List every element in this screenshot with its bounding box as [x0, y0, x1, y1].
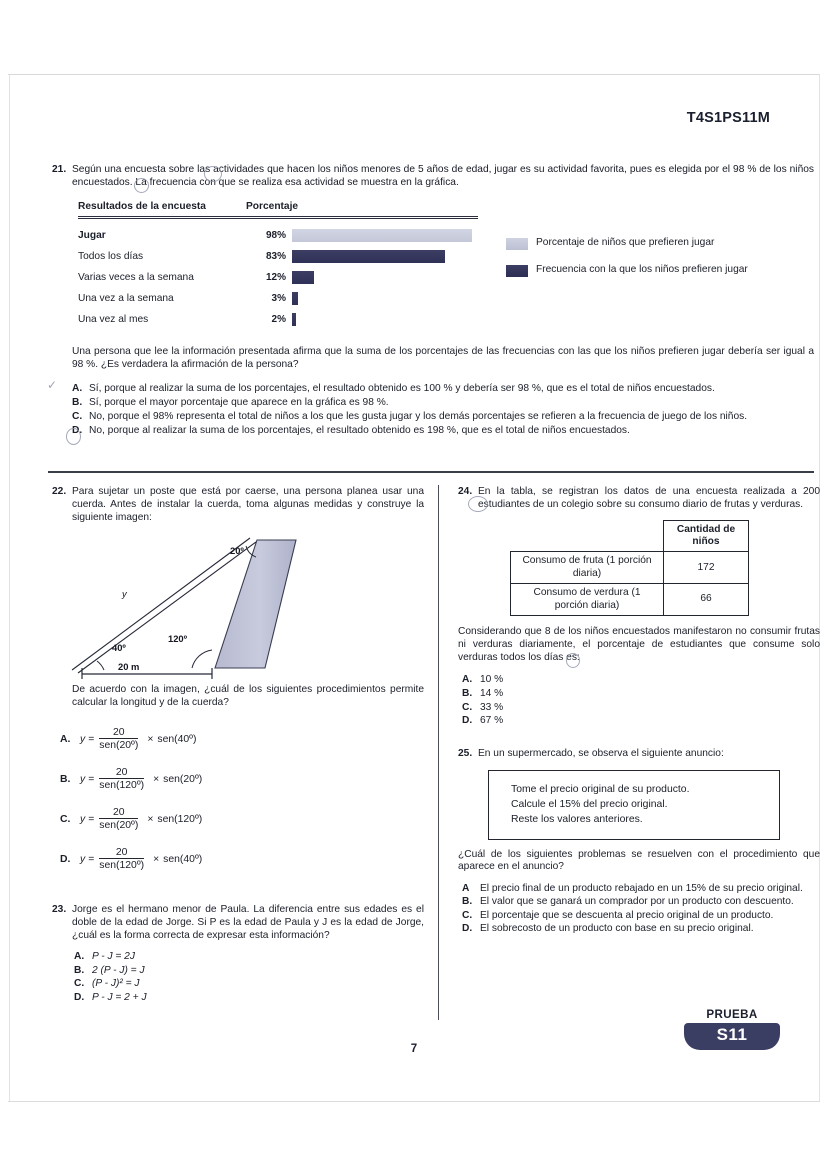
option-variable: y	[80, 853, 86, 865]
ad-line-3: Reste los valores anteriores.	[511, 813, 643, 825]
question-21	[52, 164, 814, 189]
option-d[interactable]	[72, 991, 424, 1004]
handwritten-mark-200	[468, 496, 488, 512]
legend-item-porcentaje	[506, 237, 781, 250]
scan-edge-top	[8, 74, 820, 75]
option-letter: A.	[72, 383, 83, 394]
bar-track	[292, 313, 478, 326]
fraction-denominator: sen(120º)	[99, 780, 145, 792]
option-text: El sobrecosto de un producto con base en su precio original.	[480, 922, 754, 934]
chart-row	[78, 225, 478, 246]
option-c[interactable]	[72, 977, 424, 990]
bar-value: 83%	[265, 251, 286, 263]
fraction-numerator: 20	[113, 727, 125, 739]
option-text: 2 (P - J) = J	[92, 964, 145, 976]
option-factor: sen(20º)	[163, 773, 203, 785]
question-24-options	[458, 673, 820, 727]
bar-track	[292, 229, 478, 242]
question-22-options	[52, 720, 424, 880]
right-column	[458, 486, 820, 935]
row-label-fruta: Consumo de fruta (1 porción diaria)	[511, 552, 664, 584]
option-letter: C.	[462, 701, 473, 713]
option-text: Sí, porque al realizar la suma de los porcentajes, el resultado obtenido es 100 % y debería ser 98 %, que es el total de niños encuestados.	[89, 383, 715, 394]
question-21-number: 21.	[52, 164, 67, 175]
option-letter: B.	[462, 688, 473, 700]
consumption-table	[510, 520, 749, 616]
bar-varias-veces	[292, 271, 314, 284]
table-row	[511, 584, 749, 616]
survey-chart	[78, 201, 778, 336]
fraction-numerator: 20	[115, 767, 128, 779]
question-22-text: Para sujetar un poste que está por caerse, una persona planea usar una cuerda. Antes de instalar la cuerda, toma algunas medidas y construye la siguiente imagen:	[72, 486, 424, 523]
option-fraction	[99, 767, 144, 792]
legend-item-frecuencia	[506, 264, 781, 277]
option-text: P - J = 2 + J	[92, 991, 147, 1003]
option-factor: sen(40º)	[157, 733, 197, 745]
option-b[interactable]	[52, 760, 424, 800]
option-letter: B.	[74, 964, 85, 976]
question-24	[458, 486, 820, 728]
chart-table	[78, 201, 478, 330]
chart-rows	[78, 225, 478, 330]
option-d[interactable]	[52, 840, 424, 880]
option-variable: y	[80, 813, 86, 825]
option-letter: C.	[74, 978, 85, 990]
question-23-text: Jorge es el hermano menor de Paula. La diferencia entre sus edades es el doble de la edad de Jorge. Si P es la edad de Paula y J es la edad de Jorge, ¿cuál es la forma correcta de expresar esta información?	[72, 903, 424, 941]
fraction-numerator: 20	[113, 807, 125, 819]
question-24-number: 24.	[458, 486, 473, 497]
option-fraction	[99, 807, 138, 832]
handwritten-mark-8	[566, 653, 580, 668]
bar-todos-los-dias	[292, 250, 445, 263]
ad-line-1: Tome el precio original de su producto.	[511, 783, 690, 795]
option-equals: =	[88, 853, 95, 865]
option-text: 33 %	[480, 701, 504, 713]
bar-label: Jugar	[78, 230, 106, 242]
option-letter: D.	[72, 425, 83, 436]
badge-word: PRUEBA	[706, 1008, 758, 1021]
option-a[interactable]	[72, 950, 424, 963]
table-rule-bottom	[78, 218, 478, 219]
option-a[interactable]	[460, 673, 820, 687]
bar-value: 98%	[265, 230, 286, 242]
option-letter: D.	[462, 715, 473, 727]
chart-row	[78, 267, 478, 288]
bar-value: 3%	[271, 293, 286, 305]
option-equals: =	[88, 733, 95, 745]
document-code: T4S1PS11M	[686, 110, 770, 126]
question-23	[52, 904, 424, 1004]
bar-una-vez-semana	[292, 292, 298, 305]
chart-row	[78, 246, 478, 267]
handwritten-mark-98	[134, 178, 149, 193]
column-header-percentage: Porcentaje	[246, 201, 299, 212]
figure-angle-top-label: 20º	[230, 545, 244, 557]
option-letter: A	[462, 883, 470, 895]
scan-edge-bottom	[8, 1101, 820, 1102]
option-c[interactable]	[460, 701, 820, 715]
bar-track	[292, 271, 478, 284]
option-text: El porcentaje que se descuenta al precio original de un producto.	[480, 909, 774, 921]
option-variable: y	[80, 733, 86, 745]
legend-swatch-icon	[506, 238, 528, 250]
option-text: 67 %	[480, 715, 504, 727]
bar-label: Todos los días	[78, 251, 144, 263]
option-text: 14 %	[480, 688, 504, 700]
option-letter: C.	[60, 813, 71, 825]
advertisement-box	[488, 770, 780, 840]
handwritten-mark-option-c	[66, 428, 81, 445]
option-fraction	[99, 727, 138, 752]
option-b[interactable]	[460, 895, 820, 908]
legend-label: Frecuencia con la que los niños prefieren jugar	[536, 264, 748, 275]
question-24-stem: Considerando que 8 de los niños encuestados manifestaron no consumir frutas ni verduras diariamente, el porcentaje de estudiantes que consume solo verduras todos los días es:	[458, 626, 820, 663]
chart-legend	[506, 237, 781, 291]
option-d[interactable]	[460, 714, 820, 728]
fraction-denominator: sen(20º)	[99, 820, 139, 832]
question-22-stem: De acuerdo con la imagen, ¿cuál de los siguientes procedimientos permite calcular la longitud y de la cuerda?	[72, 684, 424, 709]
option-text: No, porque el 98% representa el total de niños a los que les gusta jugar y los demás porcentajes se refieren a la frecuencia de juego de los niños.	[89, 411, 748, 422]
figure-base-length-label: 20 m	[118, 661, 140, 673]
option-factor: sen(40º)	[163, 853, 203, 865]
option-multiply: ×	[153, 773, 160, 785]
bar-value: 12%	[265, 272, 286, 284]
bar-label: Una vez al mes	[78, 314, 149, 326]
question-24-text: En la tabla, se registran los datos de una encuesta realizada a 200 estudiantes de un colegio sobre su consumo diario de frutas y verduras.	[478, 486, 820, 510]
column-header-results: Resultados de la encuesta	[78, 201, 206, 212]
option-b[interactable]	[460, 687, 820, 701]
option-b[interactable]	[72, 396, 814, 409]
table-row	[511, 552, 749, 584]
row-value-fruta: 172	[664, 552, 749, 584]
legend-label: Porcentaje de niños que prefieren jugar	[536, 237, 715, 248]
table-header-cantidad: Cantidad de niños	[664, 520, 749, 552]
handwritten-check-icon: ✓	[47, 378, 58, 392]
question-22	[52, 486, 424, 880]
question-25-stem: ¿Cuál de los siguientes problemas se resuelven con el procedimiento que aparece en el anuncio?	[458, 848, 820, 873]
option-a[interactable]	[52, 720, 424, 760]
fraction-denominator: sen(120º)	[99, 860, 145, 872]
option-letter: A.	[60, 733, 71, 745]
section-divider	[48, 471, 814, 473]
option-d[interactable]	[72, 424, 814, 437]
bar-value: 2%	[271, 314, 286, 326]
row-value-verdura: 66	[664, 584, 749, 616]
question-25	[458, 748, 820, 935]
post-and-rope-diagram	[60, 530, 390, 680]
table-corner-cell	[511, 520, 664, 552]
option-text: Sí, porque el mayor porcentaje que aparece en la gráfica es 98 %.	[89, 397, 389, 408]
table-header-row	[511, 520, 749, 552]
bar-una-vez-mes	[292, 313, 296, 326]
option-c[interactable]	[72, 410, 814, 423]
option-text: El valor que se ganará un comprador por un producto con descuento.	[480, 896, 794, 908]
option-d[interactable]	[460, 922, 820, 935]
bar-jugar	[292, 229, 472, 242]
option-fraction	[99, 847, 144, 872]
handwritten-mark-5-anos	[204, 166, 222, 182]
option-multiply: ×	[153, 853, 160, 865]
bar-track	[292, 250, 478, 263]
question-21-text: Según una encuesta sobre las actividades que hacen los niños menores de 5 años de edad, jugar es su actividad favorita, pues es elegida por el 98 % de los niños encuestados. La frecuencia con que se realiza esa actividad se muestra en la gráfica.	[72, 164, 814, 188]
chart-row	[78, 309, 478, 330]
option-letter: A.	[462, 674, 473, 686]
question-22-figure	[60, 530, 390, 680]
question-21-stem: Una persona que lee la información presentada afirma que la suma de los porcentajes de las frecuencias con las que los niños prefieren jugar debería ser igual a 98 %. ¿Es verdadera la afirmación de la persona?	[72, 346, 814, 370]
option-letter: B.	[60, 773, 71, 785]
bar-label: Una vez a la semana	[78, 293, 174, 305]
left-column	[52, 486, 424, 1004]
option-equals: =	[88, 813, 95, 825]
option-letter: B.	[462, 896, 473, 908]
option-equals: =	[88, 773, 95, 785]
option-letter: C.	[72, 411, 83, 422]
option-text: No, porque al realizar la suma de los porcentajes, el resultado obtenido es 198 %, que es el total de niños encuestados.	[89, 425, 630, 436]
row-label-verdura: Consumo de verdura (1 porción diaria)	[511, 584, 664, 616]
option-letter: B.	[72, 397, 83, 408]
ad-line-2: Calcule el 15% del precio original.	[511, 798, 668, 810]
chart-table-header	[78, 201, 478, 216]
option-variable: y	[80, 773, 86, 785]
column-divider	[438, 485, 439, 1020]
option-letter: D.	[74, 991, 85, 1003]
figure-angle-left-label: 40º	[112, 642, 126, 654]
option-letter: A.	[74, 951, 85, 963]
question-25-text: En un supermercado, se observa el siguiente anuncio:	[478, 747, 724, 759]
option-c[interactable]	[52, 800, 424, 840]
question-23-options	[52, 950, 424, 1004]
option-multiply: ×	[147, 733, 154, 745]
option-c[interactable]	[460, 909, 820, 922]
option-letter: D.	[462, 922, 473, 934]
figure-angle-base-label: 120º	[168, 633, 188, 645]
option-a[interactable]	[460, 882, 820, 895]
question-23-number: 23.	[52, 903, 67, 915]
question-25-number: 25.	[458, 747, 473, 759]
option-b[interactable]	[72, 964, 424, 977]
figure-rope-label: y	[122, 588, 127, 600]
fraction-denominator: sen(20º)	[99, 740, 139, 752]
fraction-numerator: 20	[115, 847, 128, 859]
legend-swatch-icon	[506, 265, 528, 277]
scan-edge-left	[9, 74, 10, 1102]
question-25-options	[458, 882, 820, 935]
option-factor: sen(120º)	[157, 813, 203, 825]
option-text: (P - J)² = J	[92, 978, 140, 990]
bar-label: Varias veces a la semana	[78, 272, 194, 284]
option-multiply: ×	[147, 813, 154, 825]
table-rule-top	[78, 216, 478, 217]
question-22-number: 22.	[52, 486, 67, 497]
option-text: El precio final de un producto rebajado en un 15% de su precio original.	[480, 883, 803, 895]
chart-row	[78, 288, 478, 309]
page-number: 7	[410, 1043, 418, 1055]
option-text: P - J = 2J	[92, 951, 135, 963]
bar-track	[292, 292, 478, 305]
question-21-options	[72, 382, 814, 438]
option-letter: C.	[462, 909, 473, 921]
option-letter: D.	[60, 853, 71, 865]
option-a[interactable]	[72, 382, 814, 395]
badge-level: S11	[684, 1023, 780, 1050]
option-text: 10 %	[480, 674, 504, 686]
